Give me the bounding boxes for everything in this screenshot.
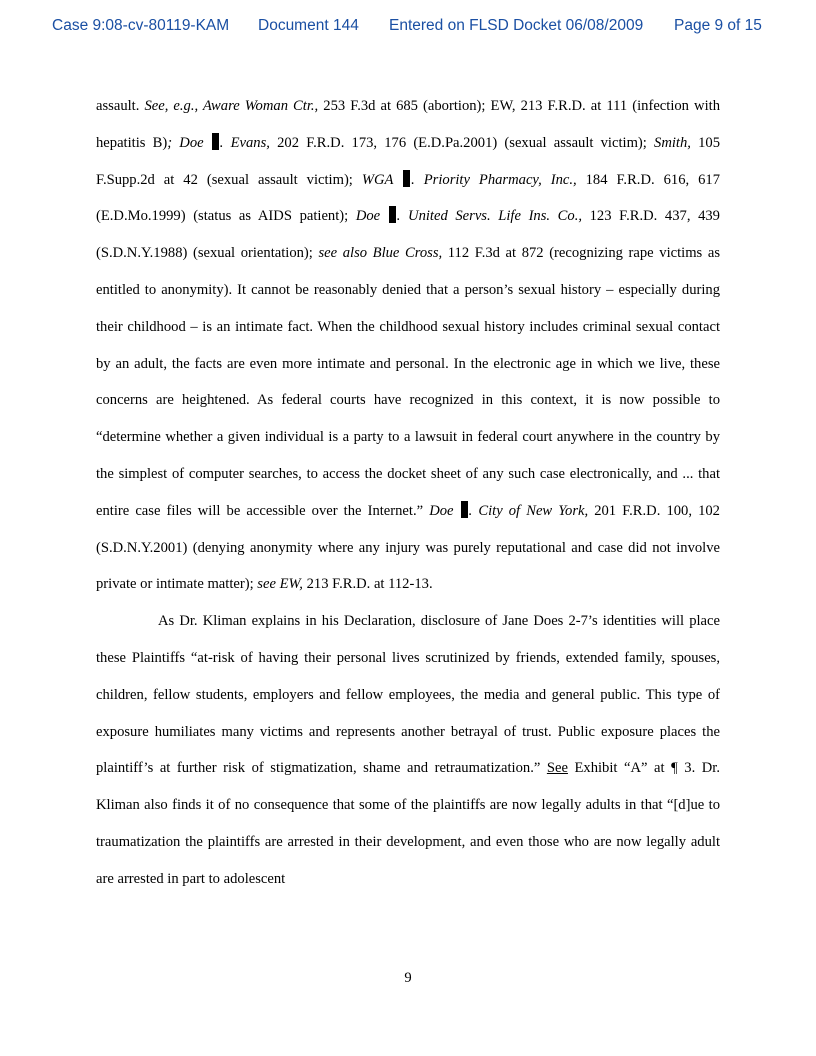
page-number: 9 [404, 970, 412, 986]
header-document-number: Document 144 [258, 17, 359, 34]
paragraph-1: assault. See, e.g., Aware Woman Ctr., 253 F.3d at 685 (abortion); EW, 213 F.R.D. at 111 (infection with hepatitis B); Doe . Evans, 202 F.R.D. 173, 176 (E.D.Pa.2001) (sexual assault victim); Smith, 105 F.Supp.2d at 42 (sexual assault victim); WGA . Priority Pharmacy, Inc., 184 F.R.D. 616, 617 (E.D.Mo.1999) (status as AIDS patient); Doe . United Servs. Life Ins. Co., 123 F.R.D. 437, 439 (S.D.N.Y.1988) (sexual orientation); see also Blue Cross, 112 F.3d at 872 (recognizing rape victims as entitled to anonymity). It cannot be reasonably denied that a person’s sexual history – especially during their childhood – is an intimate fact. When the childhood sexual history includes criminal sexual contact by an adult, the facts are even more intimate and personal. In the electronic age in which we live, these concerns are heightened. As federal courts have recognized in this context, it is now possible to “determine whether a given individual is a party to a lawsuit in federal court anywhere in the country by the simplest of computer searches, to access the docket sheet of any such case electronically, and ... that entire case files will be accessible over the Internet.” Doe . City of New York, 201 F.R.D. 100, 102 (S.D.N.Y.2001) (denying anonymity where any injury was purely reputational and case did not involve private or intimate matter); see EW, 213 F.R.D. at 112-13. [96, 98, 721, 593]
redaction-bar [212, 133, 219, 150]
header-case-number: Case 9:08-cv-80119-KAM [52, 17, 230, 34]
header-entered-date: Entered on FLSD Docket 06/08/2009 [389, 17, 644, 34]
redaction-bar [461, 501, 468, 518]
redaction-bar [403, 170, 410, 187]
paragraph-2: As Dr. Kliman explains in his Declaration, disclosure of Jane Does 2-7’s identities will place these Plaintiffs “at-risk of having their personal lives scrutinized by friends, extended family, spouses, children, fellow students, employers and fellow employees, the media and general public. This type of exposure humiliates many victims and represents another betrayal of trust. Public exposure places the plaintiff’s at further risk of stigmatization, shame and retraumatization.” See Exhibit “A” at ¶ 3. Dr. Kliman also finds it of no consequence that some of the plaintiffs are now legally adults in that “[d]ue to traumatization the plaintiffs are arrested in their development, and even those who are now legally adult are arrested in part to adolescent [96, 613, 720, 887]
docket-header [0, 17, 816, 39]
redaction-bar [389, 206, 396, 223]
document-body [96, 88, 720, 898]
header-page-count: Page 9 of 15 [674, 17, 762, 34]
